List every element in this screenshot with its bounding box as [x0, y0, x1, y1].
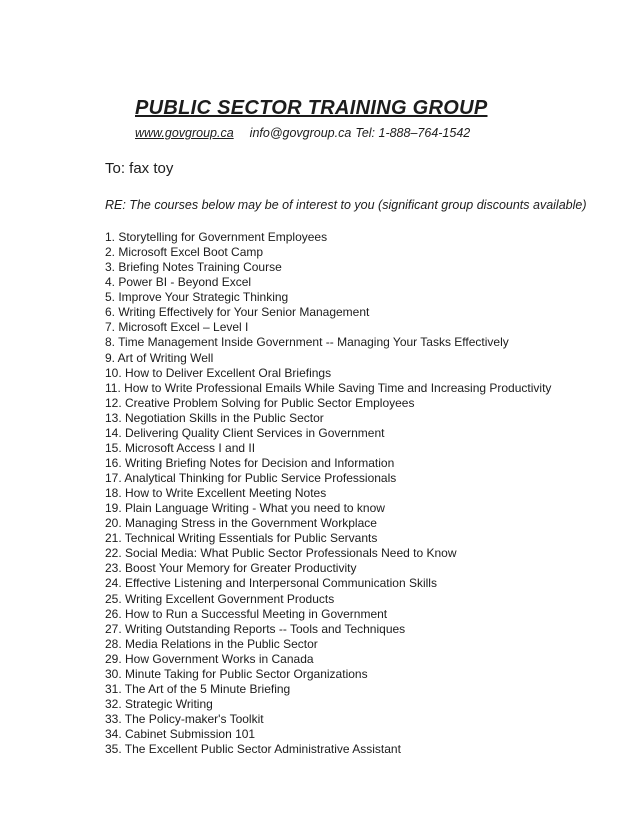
- course-item: 20. Managing Stress in the Government Workplace: [105, 516, 377, 531]
- course-item: 18. How to Write Excellent Meeting Notes: [105, 486, 327, 501]
- course-item: 11. How to Write Professional Emails While Saving Time and Increasing Productivity: [105, 380, 552, 395]
- course-item: 4. Power BI - Beyond Excel: [105, 275, 252, 290]
- course-item: 23. Boost Your Memory for Greater Productivity: [105, 561, 357, 576]
- course-item: 30. Minute Taking for Public Sector Organizations: [105, 666, 368, 681]
- course-item: 25. Writing Excellent Government Products: [105, 591, 335, 606]
- course-item: 35. The Excellent Public Sector Administrative Assistant: [105, 742, 401, 757]
- course-item: 24. Effective Listening and Interpersonal Communication Skills: [105, 576, 437, 591]
- course-item: 3. Briefing Notes Training Course: [105, 260, 282, 275]
- course-item: 9. Art of Writing Well: [105, 350, 214, 365]
- course-item: 14. Delivering Quality Client Services in Government: [105, 425, 385, 440]
- course-item: 8. Time Management Inside Government -- Managing Your Tasks Effectively: [105, 335, 509, 350]
- website-link[interactable]: www.govgroup.ca: [135, 126, 234, 140]
- course-item: 31. The Art of the 5 Minute Briefing: [105, 681, 291, 696]
- course-item: 10. How to Deliver Excellent Oral Briefings: [105, 365, 332, 380]
- re-line: RE: The courses below may be of interest to you (significant group discounts available): [105, 198, 587, 212]
- contact-line: [135, 126, 590, 141]
- course-item: 21. Technical Writing Essentials for Public Servants: [105, 531, 378, 546]
- course-item: 12. Creative Problem Solving for Public Sector Employees: [105, 395, 415, 410]
- document-header: [135, 96, 590, 141]
- course-item: 22. Social Media: What Public Sector Professionals Need to Know: [105, 546, 457, 561]
- course-item: 19. Plain Language Writing - What you need to know: [105, 501, 385, 516]
- course-item: 15. Microsoft Access I and II: [105, 440, 256, 455]
- course-item: 34. Cabinet Submission 101: [105, 727, 256, 742]
- course-item: 7. Microsoft Excel – Level I: [105, 320, 249, 335]
- course-item: 29. How Government Works in Canada: [105, 651, 314, 666]
- course-item: 32. Strategic Writing: [105, 696, 213, 711]
- course-item: 17. Analytical Thinking for Public Service Professionals: [105, 471, 397, 485]
- to-line: To: fax toy: [105, 160, 174, 177]
- course-item: 13. Negotiation Skills in the Public Sector: [105, 410, 324, 425]
- course-list: [105, 230, 590, 757]
- course-item: 16. Writing Briefing Notes for Decision and Information: [105, 455, 395, 470]
- company-title: PUBLIC SECTOR TRAINING GROUP: [135, 97, 488, 119]
- course-item: 26. How to Run a Successful Meeting in Government: [105, 606, 388, 621]
- course-item: 5. Improve Your Strategic Thinking: [105, 290, 289, 305]
- course-item: 27. Writing Outstanding Reports -- Tools and Techniques: [105, 621, 406, 636]
- phone-number: Tel: 1-888–764-1542: [355, 126, 471, 140]
- course-item: 28. Media Relations in the Public Sector: [105, 636, 318, 651]
- course-item: 2. Microsoft Excel Boot Camp: [105, 245, 264, 260]
- course-item: 1. Storytelling for Government Employees: [105, 230, 328, 244]
- course-item: 33. The Policy-maker's Toolkit: [105, 712, 264, 726]
- email-address: info@govgroup.ca: [249, 126, 352, 140]
- course-item: 6. Writing Effectively for Your Senior Management: [105, 305, 370, 320]
